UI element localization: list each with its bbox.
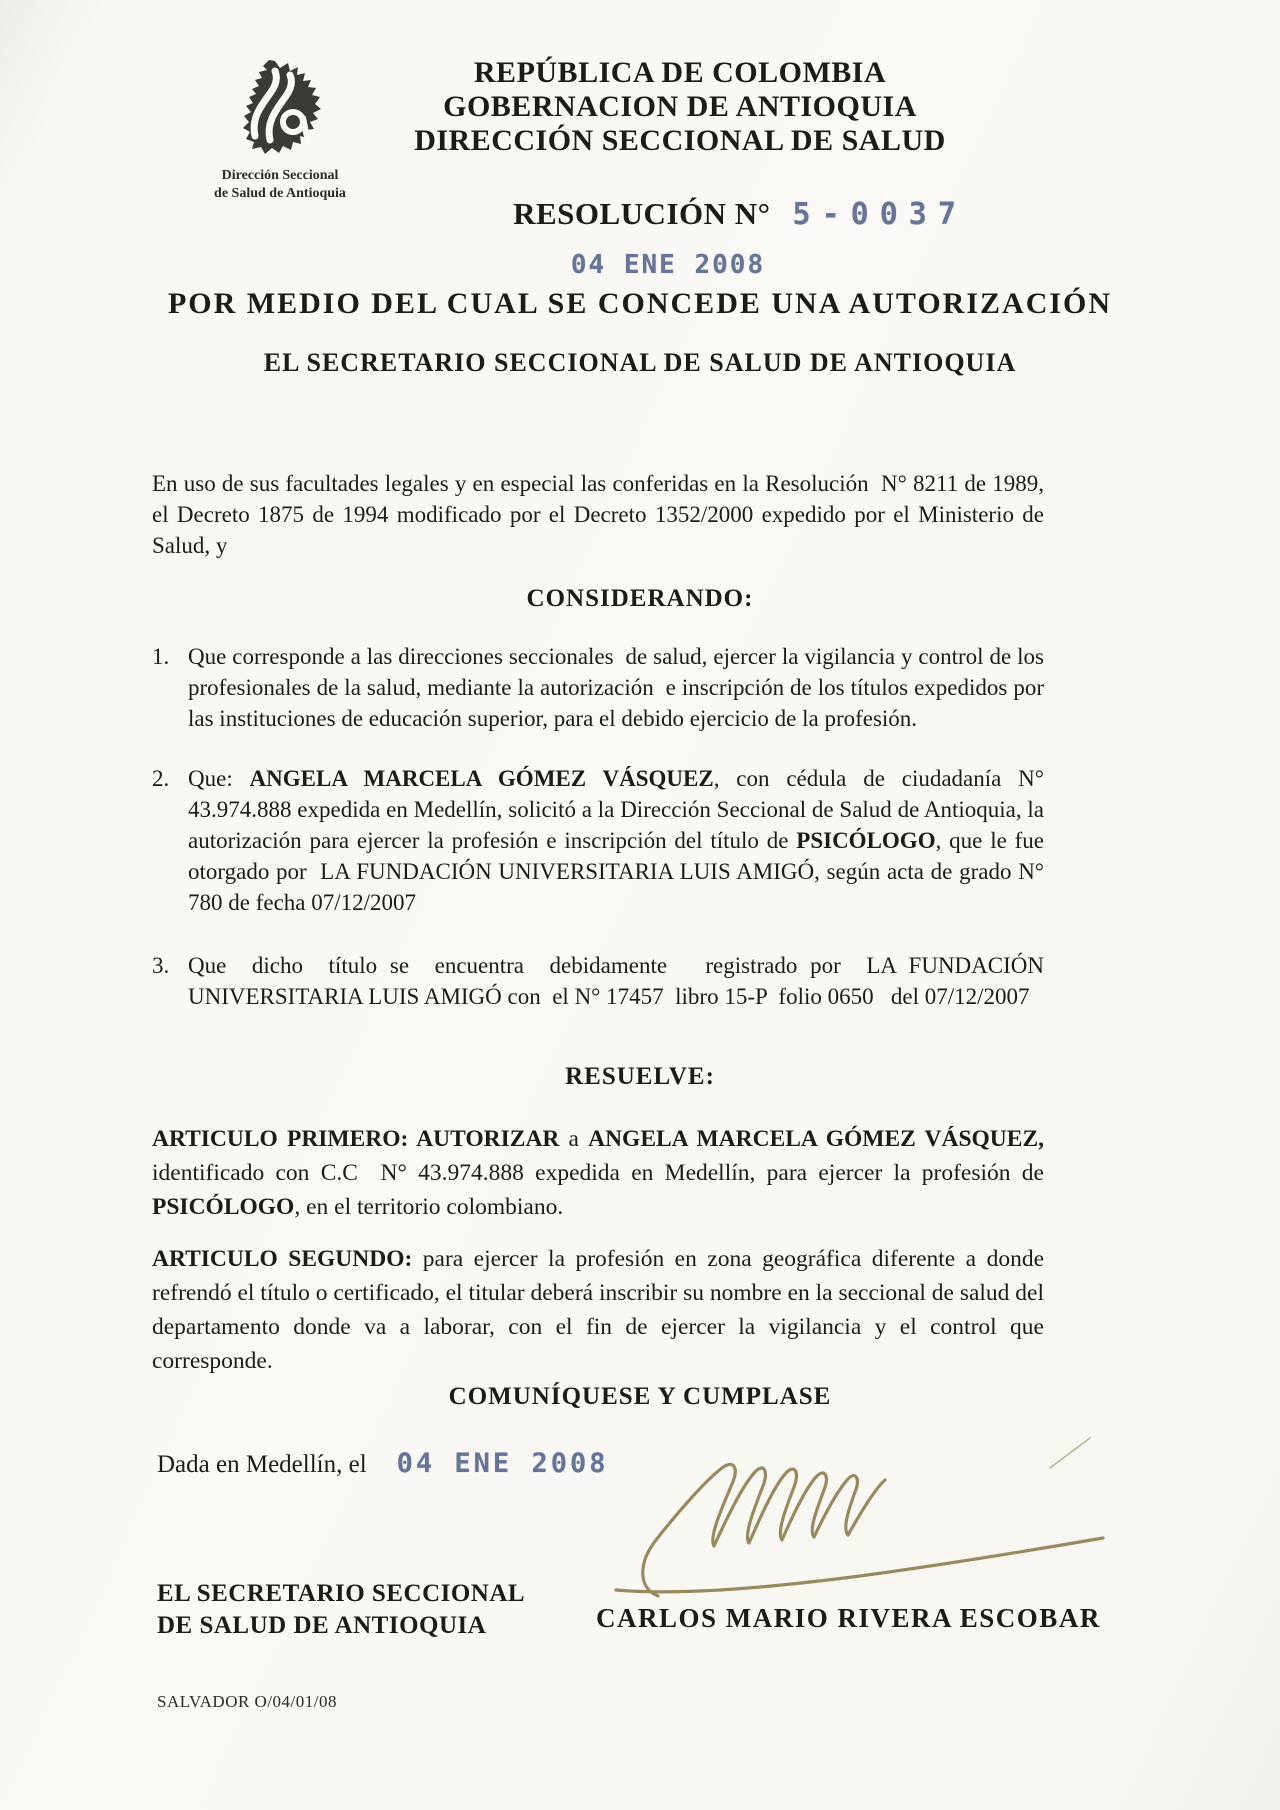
footer-reference: SALVADOR O/04/01/08: [157, 1692, 338, 1711]
comuniquese-heading: COMUNÍQUESE Y CUMPLASE: [448, 1383, 832, 1410]
item-text: [188, 641, 1050, 734]
body-text: para ejercer la profesión en zona geográfica diferente a donde refrendó el título o certificado, el titular deberá inscribir su nombre en la seccional de salud del departamento donde va a laborar, con el fin de ejercer la vigilancia y el control que corresponde.: [152, 1246, 1050, 1374]
signature-scribble: [598, 1428, 1118, 1618]
letterhead-line-direccion: DIRECCIÓN SECCIONAL DE SALUD: [414, 124, 946, 157]
logo-caption-line1: Dirección Seccional: [221, 168, 339, 183]
considerando-item-2: [152, 763, 1050, 918]
date-stamp-top: 04 ENE 2008: [570, 250, 766, 280]
item-text: [188, 763, 1050, 918]
body-text: identificado con C.C N° 43.974.888 expedida en Medellín, para ejercer la profesión de: [152, 1126, 1050, 1186]
resolution-subject: POR MEDIO DEL CUAL SE CONCEDE UNA AUTORIZACIÓN: [167, 287, 1113, 320]
letterhead-line-gobernacion: GOBERNACION DE ANTIOQUIA: [443, 90, 917, 123]
emphasized-text: ANGELA MARCELA GÓMEZ VÁSQUEZ,: [588, 1126, 1045, 1152]
emphasized-text: PSICÓLOGO: [152, 1194, 295, 1220]
signatory-title: [157, 1578, 525, 1642]
articulo-primero-paragraph: [152, 1122, 1050, 1224]
item-number: 1.: [152, 644, 170, 669]
body-text: Que:: [188, 766, 250, 791]
item-text: [188, 950, 1050, 1012]
resolution-label: RESOLUCIÓN N°: [513, 196, 771, 231]
letterhead: [370, 56, 990, 158]
body-text: Que dicho título se encuentra debidamente registrado por LA FUNDACIÓN UNIVERSITARIA LUIS AMIGÓ con el N° 17457 libro 15-P folio 0650 del 07/12/2007: [188, 953, 1050, 1009]
signatory-title-line1: EL SECRETARIO SECCIONAL: [157, 1580, 526, 1607]
emphasized-text: ARTICULO SEGUNDO:: [152, 1246, 413, 1272]
body-text: , en el territorio colombiano.: [294, 1194, 564, 1220]
emphasized-text: PSICÓLOGO: [796, 828, 936, 853]
item-number: 3.: [152, 953, 170, 978]
date-stamp-bottom: 04 ENE 2008: [396, 1448, 609, 1479]
emphasized-text: ARTICULO PRIMERO: AUTORIZAR: [152, 1126, 560, 1152]
body-text: , con cédula de ciudadanía N° 43.974.888 expedida en Medellín, solicitó a la Dirección Seccional de Salud de Antioquia, la autorización para ejercer la profesión e inscripción del título de: [188, 766, 1050, 853]
item-number: 2.: [152, 766, 170, 791]
considerando-item-1: [152, 641, 1050, 734]
considerando-heading: CONSIDERANDO:: [526, 585, 754, 612]
letterhead-line-republica: REPÚBLICA DE COLOMBIA: [473, 56, 887, 89]
resuelve-heading: RESUELVE:: [565, 1063, 715, 1090]
body-text: , que le fue otorgado por LA FUNDACIÓN UNIVERSITARIA LUIS AMIGÓ, según acta de grado N° 780 de fecha 07/12/2007: [188, 828, 1050, 915]
resolution-number-stamp: 5-0037: [792, 196, 967, 232]
agency-logo-block: [170, 58, 390, 202]
articulo-segundo-paragraph: [152, 1242, 1050, 1378]
emphasized-text: ANGELA MARCELA GÓMEZ VÁSQUEZ: [249, 766, 714, 791]
considerando-item-3: [152, 950, 1050, 1012]
body-text: a: [559, 1126, 589, 1152]
resolution-title-row: [100, 196, 1280, 232]
resolution-issuer: EL SECRETARIO SECCIONAL DE SALUD DE ANTIOQUIA: [263, 348, 1017, 377]
preamble-paragraph: En uso de sus facultades legales y en especial las conferidas en la Resolución N° 8211 de 1989, el Decreto 1875 de 1994 modificado por el Decreto 1352/2000 expedido por el Ministerio de Salud, y: [152, 471, 1050, 558]
body-text: Que corresponde a las direcciones seccionales de salud, ejercer la vigilancia y control de los profesionales de la salud, mediante la autorización e inscripción de los títulos expedidos por las instituciones de educación superior, para el debido ejercicio de la profesión.: [188, 644, 1050, 731]
signer-name: CARLOS MARIO RIVERA ESCOBAR: [596, 1603, 1101, 1633]
signatory-title-line2: DE SALUD DE ANTIOQUIA: [157, 1612, 487, 1639]
given-at-text: Dada en Medellín, el: [157, 1451, 367, 1478]
antioquia-map-logo: [224, 58, 336, 158]
given-at-row: [157, 1448, 608, 1479]
logo-caption-line2: de Salud de Antioquia: [214, 185, 346, 201]
